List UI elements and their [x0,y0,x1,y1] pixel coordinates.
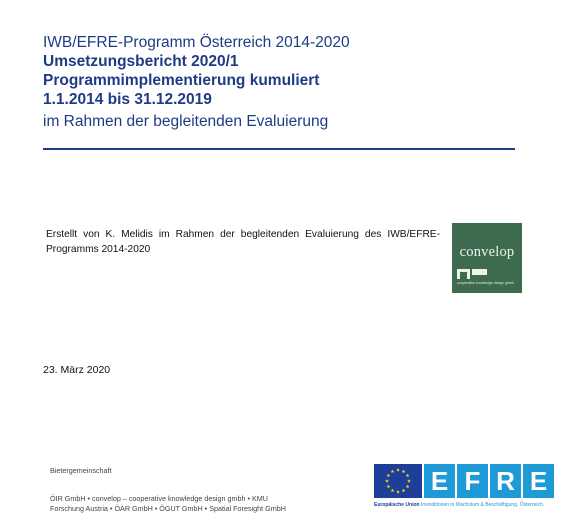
consortium-members-line-2: Forschung Austria • ÖAR GmbH • ÖGUT GmbH • Spatial Foresight GmbH [50,504,286,513]
authorship-line-2: IWB/EFRE-Programms 2014-2020 [46,229,440,255]
convelop-logo-tagline: cooperative knowledge design gmbh [457,281,514,285]
program-title: IWB/EFRE-Programm Österreich 2014-2020 [43,34,350,51]
consortium-members-line-1: ÖIR GmbH • convelop – cooperative knowledge design gmbh • KMU [50,494,268,503]
efre-letter-r: R [490,464,521,498]
efre-letter-f: F [457,464,488,498]
consortium-label: Bietergemeinschaft [50,466,112,475]
eu-caption [374,502,544,508]
convelop-logo [452,223,522,293]
report-subject: Programmimplementierung kumuliert [43,72,320,89]
eu-flag-icon [374,464,422,498]
report-period: 1.1.2014 bis 31.12.2019 [43,91,212,108]
consortium-members [50,494,286,514]
efre-letter-e1: E [424,464,455,498]
eu-efre-logo [374,464,574,514]
report-context: im Rahmen der begleitenden Evaluierung [43,113,329,130]
report-title: Umsetzungsbericht 2020/1 [43,53,239,70]
convelop-logo-word: convelop [459,244,515,260]
efre-letter-e2: E [523,464,554,498]
eu-slogan: Investitionen in Wachstum & Beschäftigung. Österreich. [420,502,545,508]
authorship-statement [46,227,440,257]
title-block [43,33,523,131]
report-date: 23. März 2020 [43,364,111,376]
convelop-mark-icon [457,269,487,279]
eu-label: Europäische Union [374,502,420,508]
authorship-line-1: Erstellt von K. Melidis im Rahmen der begleitenden Evaluierung des [46,229,382,240]
title-divider [43,148,515,150]
